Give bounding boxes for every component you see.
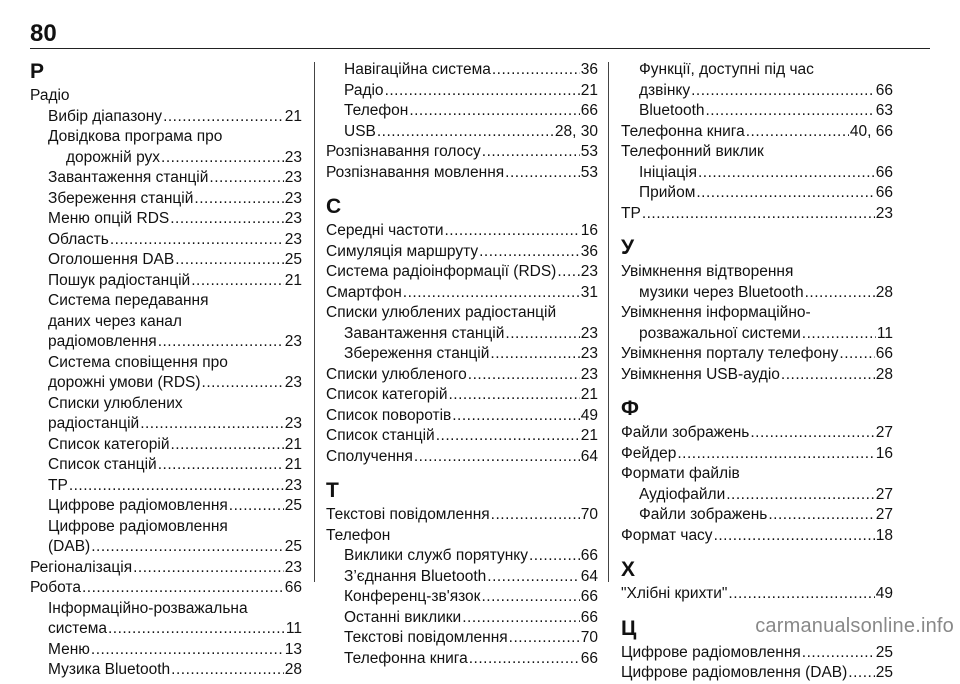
dot-leader [229, 496, 284, 517]
index-entry-page: 49 [875, 585, 893, 602]
dot-leader [479, 242, 580, 263]
index-entry [30, 271, 302, 292]
index-entry-term: музики через Bluetooth [639, 283, 804, 301]
index-entry-term: Система радіоінформації (RDS) [326, 263, 557, 280]
index-letter-heading: Ф [621, 397, 639, 420]
index-entry-page: 21 [284, 456, 302, 473]
index-entry-term: Прийом [639, 184, 696, 201]
index-entry-term: Список станцій [48, 456, 157, 473]
index-entry [30, 250, 302, 271]
index-letter-heading: Р [30, 60, 45, 83]
index-entry-page: 23 [580, 365, 598, 383]
index-entry-page: 70 [580, 506, 598, 523]
index-entry-page: 23 [284, 374, 302, 391]
column-divider [314, 62, 315, 582]
column-divider [608, 62, 609, 582]
dot-leader [140, 414, 284, 435]
dot-leader [642, 204, 875, 225]
index-entry-term: TP [621, 204, 641, 222]
index-entry [621, 423, 893, 444]
index-entry [621, 485, 893, 506]
dot-leader [133, 558, 284, 579]
index-entry-page: 27 [875, 424, 893, 441]
index-entry-term: Список категорій [326, 386, 448, 403]
index-entry-page: 21 [580, 427, 598, 444]
dot-leader [110, 230, 284, 251]
index-entry-term: Меню [48, 640, 90, 658]
index-entry [326, 221, 598, 242]
index-entry [30, 455, 302, 476]
dot-leader [481, 587, 579, 608]
index-entry-page: 36 [580, 242, 598, 260]
index-entry-term: Bluetooth [639, 102, 705, 119]
index-entry [621, 344, 893, 365]
dot-leader [505, 324, 579, 345]
index-subheading: Списки улюблених [48, 394, 183, 412]
index-entry-page: 66 [580, 649, 598, 667]
index-entry [326, 587, 598, 608]
index-entry [326, 447, 598, 468]
dot-leader [202, 373, 284, 394]
index-entry-page: 23 [284, 230, 302, 248]
watermark-footer: carmanualsonline.info [755, 615, 954, 637]
index-entry-term: Телефонна книга [344, 649, 468, 667]
index-entry-page: 16 [580, 222, 598, 239]
index-entry-term: Список станцій [326, 427, 435, 444]
index-entry-term: дорожній рух [66, 148, 161, 166]
index-column-2 [326, 60, 598, 669]
dot-leader [706, 101, 875, 122]
dot-leader [409, 101, 579, 122]
index-entry-page: 13 [284, 640, 302, 658]
index-entry-term: Увімкнення порталу телефону [621, 345, 839, 362]
index-entry [30, 168, 302, 189]
index-entry [326, 81, 598, 102]
index-entry-page: 23 [284, 476, 302, 494]
index-entry-page: 49 [580, 406, 598, 424]
dot-leader [491, 505, 580, 526]
index-entry-page: 53 [580, 163, 598, 181]
dot-leader [158, 332, 284, 353]
index-entry [621, 526, 893, 547]
dot-leader [69, 476, 284, 497]
index-entry-page: 40, 66 [849, 122, 893, 140]
index-entry-term: Завантаження станцій [344, 324, 505, 342]
index-subheading: Телефонний виклик [621, 143, 764, 160]
dot-leader [490, 344, 579, 365]
index-entry [326, 122, 598, 143]
index-entry-term: Радіо [344, 81, 384, 99]
dot-leader [414, 447, 580, 468]
index-entry-page: 23 [284, 415, 302, 432]
dot-leader [171, 660, 284, 681]
index-subheading: Система сповіщення про [48, 353, 228, 371]
index-entry [621, 444, 893, 465]
index-subheading: Інформаційно-розважальна [48, 599, 248, 617]
index-entry-term: Смартфон [326, 283, 402, 301]
index-entry [621, 584, 893, 605]
dot-leader [768, 505, 874, 526]
index-entry-page: 66 [580, 102, 598, 119]
index-entry [30, 189, 302, 210]
dot-leader [487, 567, 579, 588]
index-entry [621, 122, 893, 143]
dot-leader [781, 365, 875, 386]
index-entry-page: 28, 30 [554, 122, 598, 140]
index-letter-heading: Х [621, 558, 636, 581]
index-entry [30, 332, 302, 353]
index-subheading: Довідкова програма про [48, 128, 223, 145]
page-number: 80 [30, 20, 57, 47]
index-entry [326, 385, 598, 406]
index-entry-term: Телефон [344, 102, 409, 119]
index-entry-page: 64 [580, 447, 598, 465]
index-entry-page: 21 [284, 271, 302, 289]
index-entry-page: 23 [284, 333, 302, 350]
index-entry-page: 21 [580, 386, 598, 403]
dot-leader [175, 250, 284, 271]
dot-leader [691, 81, 875, 102]
index-letter-heading: У [621, 236, 635, 259]
index-entry-term: (DAB) [48, 538, 91, 555]
index-entry-term: Останні виклики [344, 608, 462, 626]
dot-leader [714, 526, 875, 547]
index-subheading: даних через канал [48, 312, 182, 330]
index-entry-page: 70 [580, 629, 598, 646]
dot-leader [529, 546, 580, 567]
index-entry-page: 21 [284, 107, 302, 125]
index-entry-page: 64 [580, 567, 598, 585]
index-entry-page: 66 [875, 345, 893, 362]
index-entry [326, 163, 598, 184]
index-entry [326, 324, 598, 345]
index-entry [326, 60, 598, 81]
index-entry [30, 578, 302, 599]
index-entry [326, 406, 598, 427]
index-entry [30, 640, 302, 661]
index-entry [30, 230, 302, 251]
index-entry [30, 148, 302, 169]
index-subheading: Радіо [30, 87, 70, 104]
index-entry [326, 608, 598, 629]
dot-leader [677, 444, 874, 465]
index-entry-page: 28 [875, 365, 893, 383]
index-entry [326, 649, 598, 670]
index-entry [30, 619, 302, 640]
index-entry-term: Конференц-зв'язок [344, 588, 481, 605]
index-entry [621, 101, 893, 122]
dot-leader [448, 385, 579, 406]
index-entry-term: дзвінку [639, 81, 691, 99]
dot-leader [158, 455, 284, 476]
index-entry-term: USB [344, 122, 376, 140]
index-entry-term: Цифрове радіомовлення (DAB) [621, 664, 848, 681]
index-entry-page: 66 [580, 547, 598, 564]
index-entry-term: Регіоналізація [30, 558, 133, 576]
index-entry-term: розважальної системи [639, 324, 801, 342]
index-entry-page: 23 [284, 210, 302, 227]
dot-leader [170, 209, 284, 230]
index-entry-page: 66 [875, 81, 893, 99]
index-entry-term: дорожні умови (RDS) [48, 374, 201, 391]
dot-leader [452, 406, 580, 427]
dot-leader [509, 628, 580, 649]
index-entry-page: 27 [875, 485, 893, 503]
index-entry-page: 23 [875, 204, 893, 222]
index-entry-term: Меню опцій RDS [48, 210, 170, 227]
index-entry-term: Телефонна книга [621, 122, 745, 140]
index-entry [326, 567, 598, 588]
dot-leader [444, 221, 579, 242]
dot-leader [482, 142, 580, 163]
dot-leader [848, 663, 874, 684]
index-column-3 [621, 60, 893, 684]
index-entry-page: 25 [284, 538, 302, 555]
index-subheading: Цифрове радіомовлення [48, 517, 228, 535]
index-entry [621, 163, 893, 184]
index-entry [621, 505, 893, 526]
dot-leader [728, 584, 874, 605]
dot-leader [468, 365, 580, 386]
index-entry-term: Текстові повідомлення [326, 506, 490, 523]
index-entry-term: Списки улюбленого [326, 365, 467, 383]
index-entry-term: Область [48, 230, 109, 248]
index-entry-page: 25 [875, 664, 893, 681]
index-entry [326, 628, 598, 649]
dot-leader [91, 537, 284, 558]
index-entry [621, 283, 893, 304]
dot-leader [469, 649, 580, 670]
index-entry [326, 101, 598, 122]
dot-leader [557, 262, 579, 283]
index-entry [326, 142, 598, 163]
dot-leader [108, 619, 285, 640]
index-entry-page: 66 [580, 608, 598, 626]
dot-leader [91, 640, 284, 661]
dot-leader [385, 81, 580, 102]
index-entry-term: Виклики служб порятунку [344, 547, 528, 564]
dot-leader [802, 324, 876, 345]
index-entry-term: Вибір діапазону [48, 107, 163, 125]
index-entry-term: Цифрове радіомовлення [48, 497, 228, 514]
index-entry-term: Розпізнавання голосу [326, 143, 481, 160]
index-entry-page: 11 [876, 324, 893, 342]
index-entry-term: Цифрове радіомовлення [621, 643, 801, 661]
index-entry [621, 643, 893, 664]
index-entry-page: 63 [875, 102, 893, 119]
index-entry-page: 23 [580, 263, 598, 280]
index-entry-page: 23 [284, 189, 302, 207]
index-entry-term: Фейдер [621, 444, 677, 462]
index-entry-page: 21 [580, 81, 598, 99]
index-entry [621, 81, 893, 102]
index-entry [30, 496, 302, 517]
dot-leader [802, 643, 875, 664]
index-entry [30, 373, 302, 394]
index-entry-page: 28 [875, 283, 893, 301]
index-entry-page: 66 [875, 163, 893, 181]
index-entry [30, 558, 302, 579]
index-entry-term: Музика Bluetooth [48, 661, 171, 678]
index-subheading: Увімкнення відтворення [621, 263, 794, 280]
index-subheading: Списки улюблених радіостанцій [326, 304, 557, 321]
index-entry [30, 537, 302, 558]
index-entry-term: TP [48, 476, 68, 494]
index-entry-term: Список категорій [48, 435, 170, 453]
index-entry [30, 435, 302, 456]
index-entry-term: З’єднання Bluetooth [344, 567, 487, 585]
dot-leader [163, 107, 284, 128]
index-entry-page: 31 [580, 283, 598, 301]
index-entry-term: Увімкнення USB-аудіо [621, 365, 780, 383]
dot-leader [82, 578, 284, 599]
dot-leader [436, 426, 580, 447]
index-entry-term: Ініціація [639, 163, 697, 181]
index-entry-term: Навігаційна система [344, 61, 491, 78]
index-entry-term: Список поворотів [326, 406, 452, 424]
index-letter-heading: С [326, 195, 342, 218]
index-entry [326, 546, 598, 567]
index-entry [30, 414, 302, 435]
index-entry-page: 18 [875, 526, 893, 544]
index-entry-term: Пошук радіостанцій [48, 271, 191, 289]
index-letter-heading: Ц [621, 616, 637, 640]
index-entry-page: 25 [875, 643, 893, 661]
index-entry [326, 365, 598, 386]
index-subheading: Функції, доступні під час [639, 61, 814, 78]
index-entry-term: Робота [30, 579, 81, 596]
index-entry-page: 23 [580, 345, 598, 362]
dot-leader [805, 283, 875, 304]
index-entry-term: радіомовлення [48, 333, 157, 350]
dot-leader [377, 122, 554, 143]
index-entry-page: 23 [284, 169, 302, 186]
index-entry-page: 66 [875, 184, 893, 201]
dot-leader [696, 183, 874, 204]
dot-leader [403, 283, 580, 304]
dot-leader [170, 435, 283, 456]
index-entry-term: Формат часу [621, 526, 713, 544]
index-entry-term: Файли зображень [639, 506, 768, 523]
index-entry-term: система [48, 620, 107, 637]
index-entry-term: радіостанцій [48, 415, 140, 432]
index-entry-term: Збереження станцій [344, 345, 490, 362]
index-entry-page: 25 [284, 251, 302, 268]
index-subheading: Система передавання [48, 292, 209, 309]
index-entry-term: Розпізнавання мовлення [326, 163, 505, 181]
index-entry [30, 660, 302, 681]
index-entry-term: Оголошення DAB [48, 251, 175, 268]
index-entry-term: Текстові повідомлення [344, 629, 508, 646]
dot-leader [194, 189, 283, 210]
index-entry-term: Завантаження станцій [48, 169, 209, 186]
index-entry [326, 242, 598, 263]
index-entry-term: Файли зображень [621, 424, 750, 441]
index-entry-term: Середні частоти [326, 222, 444, 239]
index-column-1 [30, 60, 302, 681]
header-rule [30, 48, 930, 49]
dot-leader [750, 423, 874, 444]
index-subheading: Формати файлів [621, 465, 740, 482]
index-entry [326, 283, 598, 304]
index-subheading: Телефон [326, 526, 391, 544]
dot-leader [698, 163, 875, 184]
index-entry-term: Аудіофайли [639, 485, 726, 503]
dot-leader [191, 271, 284, 292]
dot-leader [746, 122, 849, 143]
index-entry-page: 23 [284, 148, 302, 166]
index-entry [326, 505, 598, 526]
index-entry [621, 324, 893, 345]
index-entry [621, 204, 893, 225]
index-entry [621, 365, 893, 386]
index-entry-page: 25 [284, 497, 302, 514]
dot-leader [726, 485, 875, 506]
index-entry-page: 23 [580, 324, 598, 342]
index-entry-term: Збереження станцій [48, 189, 194, 207]
index-entry-page: 11 [285, 620, 302, 637]
index-entry-term: "Хлібні крихти" [621, 585, 728, 602]
dot-leader [492, 60, 580, 81]
index-entry-page: 36 [580, 61, 598, 78]
index-entry-term: Симуляція маршруту [326, 242, 479, 260]
index-entry [30, 476, 302, 497]
index-entry-page: 21 [284, 435, 302, 453]
index-entry [621, 183, 893, 204]
index-entry [621, 663, 893, 684]
index-entry-page: 27 [875, 506, 893, 523]
dot-leader [462, 608, 580, 629]
index-entry-page: 66 [580, 588, 598, 605]
index-letter-heading: Т [326, 479, 339, 502]
index-entry [326, 426, 598, 447]
index-entry-page: 23 [284, 558, 302, 576]
dot-leader [505, 163, 580, 184]
index-entry-page: 53 [580, 143, 598, 160]
dot-leader [839, 344, 874, 365]
index-entry [30, 107, 302, 128]
index-entry [326, 262, 598, 283]
index-entry [326, 344, 598, 365]
index-entry-term: Сполучення [326, 447, 413, 465]
dot-leader [209, 168, 283, 189]
index-entry-page: 28 [284, 661, 302, 678]
dot-leader [161, 148, 284, 169]
index-entry [30, 209, 302, 230]
index-subheading: Увімкнення інформаційно- [621, 304, 811, 321]
index-entry-page: 66 [284, 579, 302, 596]
index-entry-page: 16 [875, 444, 893, 462]
